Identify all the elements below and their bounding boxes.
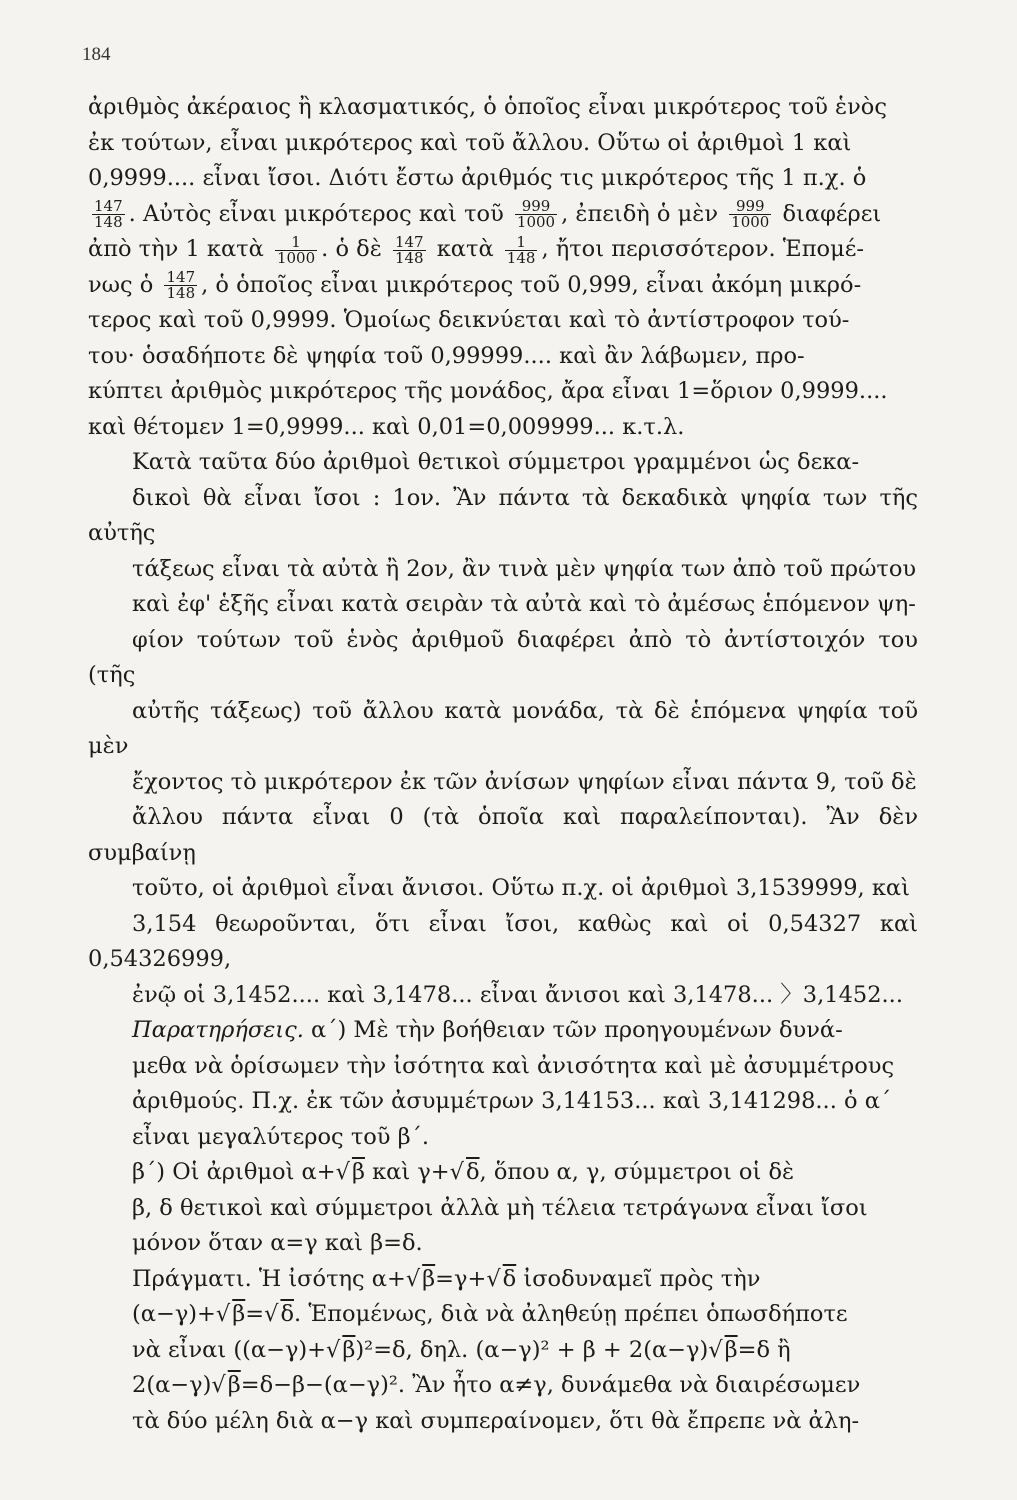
text-line: 2(α−γ)√β=δ−β−(α−γ)². Ἂν ἦτο α≠γ, δυνάμεθα νὰ διαιρέσωμεν [132,1372,861,1398]
text-line: εἶναι μεγαλύτερος τοῦ β΄. [132,1123,430,1150]
text-line: τερος καὶ τοῦ 0,9999. Ὁμοίως δεικνύεται καὶ τὸ ἀντίστροφον τού- [88,307,850,333]
text-line: 3,154 θεωροῦνται, ὅτι εἶναι ἴσοι, καθὼς καὶ οἱ 0,54327 καὶ 0,54326999, [88,910,918,972]
text-line: ἔχοντος τὸ μικρότερον ἐκ τῶν ἀνίσων ψηφίων εἶναι πάντα 9, τοῦ δὲ [132,768,917,795]
fraction: $\frac{147}{148}$ [94,197,123,231]
text-line: α΄) Μὲ τὴν βοήθειαν τῶν προηγουμένων δυνά- [303,1017,843,1043]
radical: β [351,1159,365,1185]
paragraph-4: β΄) Οἱ ἀριθμοὶ α+√β καὶ γ+√δ, ὅπου α, γ, σύμμετροι οἱ δὲ β, δ θετικοὶ καὶ σύμμετροι ἀλλὰ μὴ τέλεια τετράγωνα εἶναι ἴσοι μόνον ὅταν α=γ καὶ β=δ. [88,1155,918,1262]
text-line: καὶ θέτομεν 1=0,9999... καὶ 0,01=0,009999... κ.τ.λ. [88,413,685,440]
text-line: νὰ εἶναι ((α−γ)+√β)²=δ, δηλ. (α−γ)² + β + 2(α−γ)√β=δ ἢ [132,1336,791,1363]
radical: δ [465,1159,480,1185]
text-line: ἐκ τούτων, εἶναι μικρότερος καὶ τοῦ ἄλλου. Οὕτω οἱ ἀριθμοὶ 1 καὶ [88,129,852,156]
text-line: (α−γ)+√β=√δ. Ἑπομένως, διὰ νὰ ἀληθεύῃ πρέπει ὁπωσδήποτε [132,1301,848,1327]
text-line: ἐνῷ οἱ 3,1452.... καὶ 3,1478... εἶναι ἄνισοι καὶ 3,1478... 〉3,1452... [132,981,903,1008]
page-number: 184 [82,44,111,65]
fraction: $\frac{1}{1000}$ [276,232,316,267]
text-line: νως ὁ $\frac{147}{148}$ , ὁ ὁποῖος εἶναι μικρότερος τοῦ 0,999, εἶναι ἀκόμη μικρό- [88,268,862,302]
text-line: κύπτει ἀριθμὸς μικρότερος τῆς μονάδος, ἄρα εἶναι 1=ὅριον 0,9999.... [88,378,888,404]
text-line: $\frac{147}{148}$ . Αὐτὸς εἶναι μικρότερος καὶ τοῦ $\frac{999}{1000}$ , ἐπειδὴ ὁ μὲν $\frac{999}{1000}$ διαφέρει [94,197,882,231]
text-line: δικοὶ θὰ εἶναι ἴσοι : 1ον. Ἂν πάντα τὰ δεκαδικὰ ψηφία των τῆς αὐτῆς [88,484,918,546]
text-line: ἀριθμὸς ἀκέραιος ἢ κλασματικός, ὁ ὁποῖος εἶναι μικρότερος τοῦ ἑνὸς [88,94,887,120]
fraction: $\frac{1}{148}$ [506,232,536,267]
text-line: τὰ δύο μέλη διὰ α−γ καὶ συμπεραίνομεν, ὅτι θὰ ἔπρεπε νὰ ἀλη- [132,1407,860,1434]
text-line: τάξεως εἶναι τὰ αὐτὰ ἢ 2ον, ἂν τινὰ μὲν ψηφία των ἀπὸ τοῦ πρώτου [132,555,917,582]
text-line: φίον τούτων τοῦ ἑνὸς ἀριθμοῦ διαφέρει ἀπὸ τὸ ἀντίστοιχόν του (τῆς [88,626,918,688]
text-line: καὶ ἐφ' ἑξῆς εἶναι κατὰ σειρὰν τὰ αὐτὰ καὶ τὸ ἀμέσως ἑπόμενον ψη- [132,591,916,617]
fraction: $\frac{147}{148}$ [394,232,424,267]
fraction: $\frac{999}{1000}$ [516,197,556,231]
fraction: $\frac{147}{148}$ [166,268,196,302]
radical: δ [502,1265,517,1292]
text-line: ἀπὸ τὴν 1 κατὰ $\frac{1}{1000}$ . ὁ δὲ $\frac{147}{148}$ κατὰ $\frac{1}{148}$ , ἤτοι περισσότερον. Ἑπομέ- [88,232,864,267]
paragraph-1 [88,90,918,445]
remarks-heading: Παρατηρήσεις. [132,1017,304,1043]
text-line: αὐτῆς τάξεως) τοῦ ἄλλου κατὰ μονάδα, τὰ δὲ ἑπόμενα ψηφία τοῦ μὲν [88,697,918,759]
text-line: β, δ θετικοὶ καὶ σύμμετροι ἀλλὰ μὴ τέλεια τετράγωνα εἶναι ἴσοι [132,1194,868,1221]
fraction: $\frac{999}{1000}$ [731,197,770,231]
text-line: ἄλλου πάντα εἶναι 0 (τὰ ὁποῖα καὶ παραλείπονται). Ἂν δὲν συμβαίνῃ [88,804,918,866]
text-line: τοῦτο, οἱ ἀριθμοὶ εἶναι ἄνισοι. Οὕτω π.χ. οἱ ἀριθμοὶ 3,1539999, καὶ [132,875,910,901]
text-line: ἀριθμούς. Π.χ. ἐκ τῶν ἀσυμμέτρων 3,14153... καὶ 3,141298... ὁ α΄ [132,1088,892,1114]
text-line: του· ὁσαδήποτε δὲ ψηφία τοῦ 0,99999.... καὶ ἂν λάβωμεν, προ- [88,342,805,369]
text-line: μόνον ὅταν α=γ καὶ β=δ. [132,1230,423,1256]
text-line: Κατὰ ταῦτα δύο ἀριθμοὶ θετικοὶ σύμμετροι γραμμένοι ὡς δεκα- [132,449,860,475]
text-line: 0,9999.... εἶναι ἴσοι. Διότι ἔστω ἀριθμός τις μικρότερος τῆς 1 π.χ. ὁ [88,165,867,191]
page-body [88,90,918,1439]
paragraph-3 [88,1013,918,1155]
radical: β [422,1265,436,1292]
paragraph-2 [88,445,918,1013]
paragraph-5: Πράγματι. Ἡ ἰσότης α+√β=γ+√δ ἰσοδυναμεῖ πρὸς τὴν (α−γ)+√β=√δ. Ἑπομένως, διὰ νὰ ἀληθεύῃ πρέπει ὁπωσδήποτε νὰ εἶναι ((α−γ)+√β)²=δ, δηλ. (α−γ)² + β + 2(α−γ)√β=δ ἢ 2(α−γ)√β=δ−β−(α−γ)². Ἂν ἦτο α≠γ, δυνάμεθα νὰ διαιρέσωμεν τὰ δύο μέλη διὰ α−γ καὶ συμπεραίνομεν, ὅτι θὰ ἔπρεπε νὰ ἀλη- [88,1262,918,1440]
text-line: μεθα νὰ ὁρίσωμεν τὴν ἰσότητα καὶ ἀνισότητα καὶ μὲ ἀσυμμέτρους [132,1052,895,1079]
